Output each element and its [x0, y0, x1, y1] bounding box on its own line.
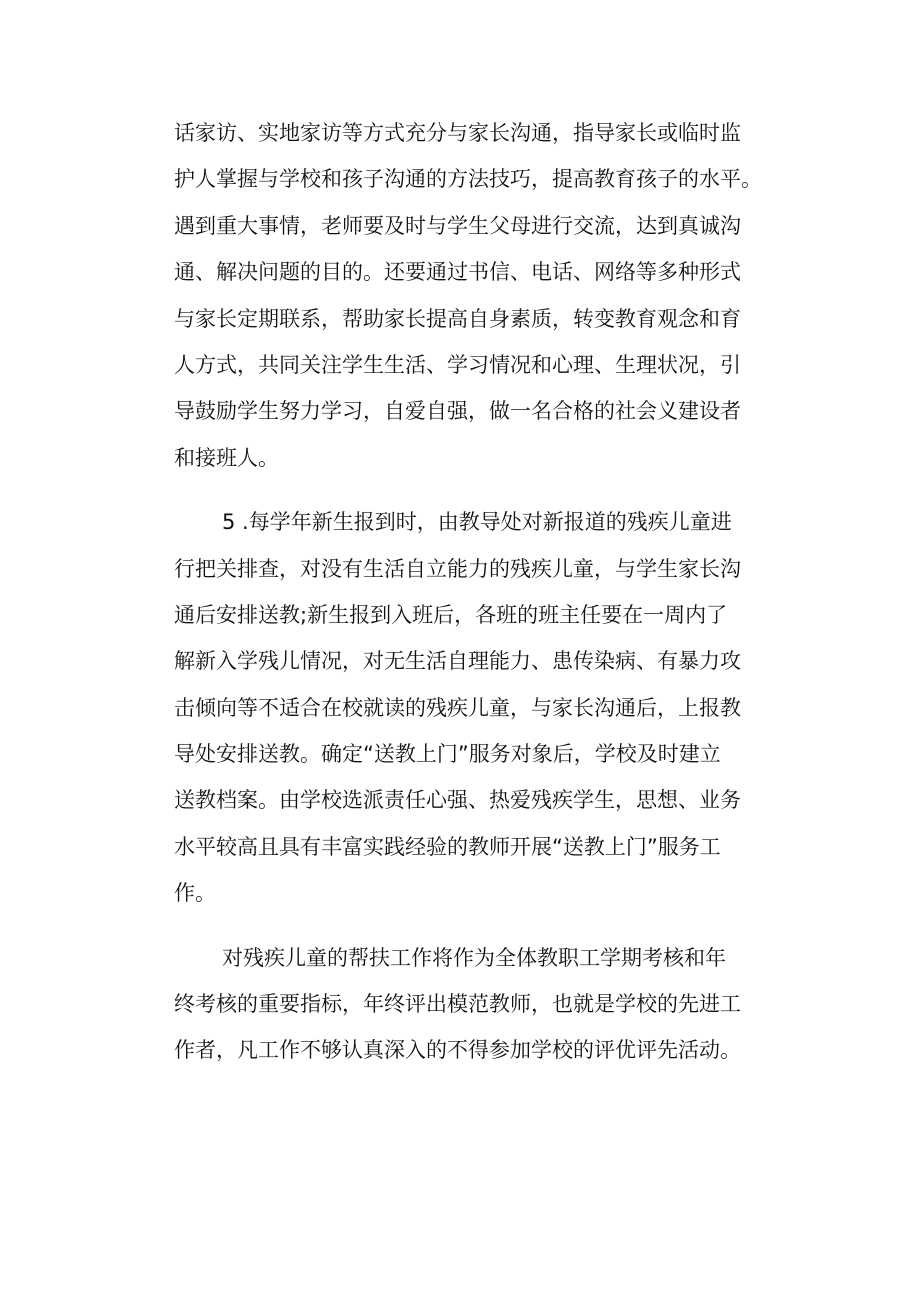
paragraph-line: 送教档案。由学校选派责任心强、热爱残疾学生，思想、业务 — [174, 788, 741, 813]
paragraph-line: 导鼓励学生努力学习，自爱自强，做一名合格的社会义建设者 — [174, 399, 741, 424]
paragraph-line: 话家访、实地家访等方式充分与家长沟通，指导家长或临时监 — [174, 121, 741, 145]
paragraph-line: 击倾向等不适合在校就读的残疾儿童，与家长沟通后，上报教 — [174, 695, 741, 720]
paragraph-line: 通、解决问题的目的。还要通过书信、电话、网络等多种形式 — [174, 260, 741, 285]
paragraph-line: 水平较高且具有丰富实践经验的教师开展“送教上门”服务工 — [174, 834, 721, 859]
paragraph-1 — [174, 110, 774, 481]
paragraph-line: 终考核的重要指标，年终评出模范教师，也就是学校的先进工 — [174, 992, 741, 1017]
paragraph-line: 对残疾儿童的帮扶工作将作为全体教职工学期考核和年 — [222, 945, 726, 970]
paragraph-line: 导处安排送教。确定“送教上门”服务对象后，学校及时建立 — [174, 742, 721, 767]
paragraph-line: 通后安排送教;新生报到入班后，各班的班主任要在一周内了 — [174, 602, 728, 627]
paragraph-line: 人方式，共同关注学生生活、学习情况和心理、生理状况，引 — [174, 352, 741, 377]
paragraph-line: 5 .每学年新生报到时，由教导处对新报道的残疾儿童进 — [222, 510, 732, 535]
paragraph-line: 遇到重大事情，老师要及时与学生父母进行交流，达到真诚沟 — [174, 213, 741, 238]
paragraph-line: 行把关排查，对没有生活自立能力的残疾儿童，与学生家长沟 — [174, 556, 741, 581]
paragraph-line: 与家长定期联系，帮助家长提高自身素质，转变教育观念和育 — [174, 306, 741, 331]
paragraph-line: 和接班人。 — [174, 445, 279, 470]
paragraph-line: 护人掌握与学校和孩子沟通的方法技巧，提高教育孩子的水平。 — [174, 167, 762, 192]
paragraph-3 — [174, 935, 774, 1074]
paragraph-line: 解新入学残儿情况，对无生活自理能力、患传染病、有暴力攻 — [174, 649, 741, 674]
paragraph-line: 作者，凡工作不够认真深入的不得参加学校的评优评先活动。 — [174, 1038, 741, 1063]
paragraph-line: 作。 — [174, 881, 216, 906]
paragraph-2 — [174, 499, 774, 917]
document-body — [174, 110, 774, 1074]
